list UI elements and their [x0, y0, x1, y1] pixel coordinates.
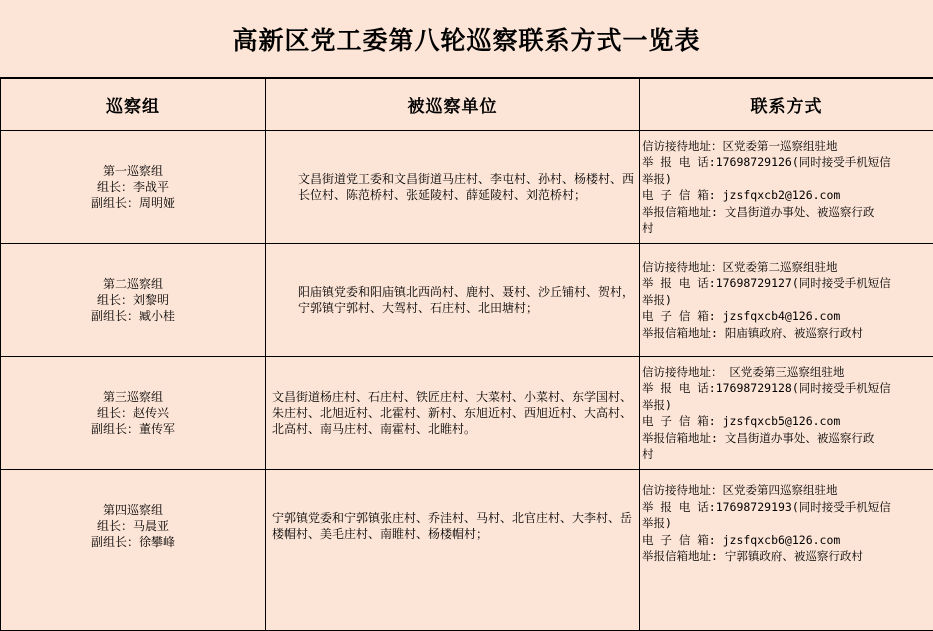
contact-address: 信访接待地址： 区党委第三巡察组驻地 — [642, 364, 933, 381]
group-cell — [1, 357, 266, 470]
table-header-row — [1, 79, 933, 131]
group-name: 第一巡察组 — [1, 163, 265, 179]
contact-phone-note: 举报) — [642, 515, 933, 532]
contact-cell — [640, 357, 933, 470]
group-deputy: 副组长：徐攀峰 — [1, 534, 265, 550]
contact-phone: 举 报 电 话:17698729128(同时接受手机短信 — [642, 380, 933, 397]
contact-address: 信访接待地址：区党委第二巡察组驻地 — [642, 259, 933, 276]
contact-address: 信访接待地址：区党委第一巡察组驻地 — [642, 138, 933, 155]
contact-email: 电 子 信 箱: jzsfqxcb2@126.com — [642, 187, 933, 204]
group-name: 第二巡察组 — [1, 276, 265, 292]
contact-email: 电 子 信 箱: jzsfqxcb6@126.com — [642, 532, 933, 549]
group-name: 第三巡察组 — [1, 389, 265, 405]
contact-phone: 举 报 电 话:17698729193(同时接受手机短信 — [642, 499, 933, 516]
contact-phone-note: 举报) — [642, 397, 933, 414]
group-deputy: 副组长：董传军 — [1, 421, 265, 437]
contact-mailbox-cont: 村 — [642, 446, 933, 463]
contact-address: 信访接待地址：区党委第四巡察组驻地 — [642, 482, 933, 499]
page-title: 高新区党工委第八轮巡察联系方式一览表 — [0, 0, 933, 78]
units-cell: 文昌街道党工委和文昌街道马庄村、李屯村、孙村、杨楼村、西长位村、陈范桥村、张延陵村、薛延陵村、刘范桥村； — [266, 131, 640, 244]
contact-email: 电 子 信 箱: jzsfqxcb5@126.com — [642, 413, 933, 430]
inspection-contact-table — [0, 78, 933, 631]
header-group: 巡察组 — [1, 79, 266, 131]
group-leader: 组长：李战平 — [1, 179, 265, 195]
contact-cell — [640, 244, 933, 357]
group-cell — [1, 131, 266, 244]
units-cell: 文昌街道杨庄村、石庄村、铁匠庄村、大菜村、小菜村、东学国村、朱庄村、北旭近村、北霍村、新村、东旭近村、西旭近村、大高村、北高村、南马庄村、南霍村、北睢村。 — [266, 357, 640, 470]
contact-mailbox: 举报信箱地址: 宁郭镇政府、被巡察行政村 — [642, 548, 933, 565]
group-cell — [1, 244, 266, 357]
units-cell: 宁郭镇党委和宁郭镇张庄村、乔洼村、马村、北官庄村、大李村、岳楼帽村、美毛庄村、南睢村、杨楼帽村； — [266, 470, 640, 631]
contact-mailbox: 举报信箱地址: 文昌街道办事处、被巡察行政 — [642, 204, 933, 221]
contact-email: 电 子 信 箱: jzsfqxcb4@126.com — [642, 308, 933, 325]
table-row — [1, 357, 933, 470]
table-row — [1, 131, 933, 244]
contact-phone: 举 报 电 话:17698729126(同时接受手机短信 — [642, 154, 933, 171]
contact-cell — [640, 131, 933, 244]
contact-cell — [640, 470, 933, 631]
group-leader: 组长：马晨亚 — [1, 518, 265, 534]
contact-mailbox: 举报信箱地址: 阳庙镇政府、被巡察行政村 — [642, 325, 933, 342]
group-cell — [1, 470, 266, 631]
table-row — [1, 470, 933, 631]
header-units: 被巡察单位 — [266, 79, 640, 131]
header-contact: 联系方式 — [640, 79, 933, 131]
contact-phone-note: 举报) — [642, 292, 933, 309]
contact-phone: 举 报 电 话:17698729127(同时接受手机短信 — [642, 275, 933, 292]
units-cell: 阳庙镇党委和阳庙镇北西尚村、鹿村、聂村、沙丘铺村、贺村，宁郭镇宁郭村、大驾村、石庄村、北田塘村； — [266, 244, 640, 357]
group-deputy: 副组长：臧小桂 — [1, 308, 265, 324]
table-row — [1, 244, 933, 357]
group-leader: 组长：赵传兴 — [1, 405, 265, 421]
group-leader: 组长：刘黎明 — [1, 292, 265, 308]
group-name: 第四巡察组 — [1, 502, 265, 518]
contact-phone-note: 举报) — [642, 171, 933, 188]
contact-mailbox-cont: 村 — [642, 220, 933, 237]
contact-mailbox: 举报信箱地址: 文昌街道办事处、被巡察行政 — [642, 430, 933, 447]
group-deputy: 副组长：周明娅 — [1, 195, 265, 211]
